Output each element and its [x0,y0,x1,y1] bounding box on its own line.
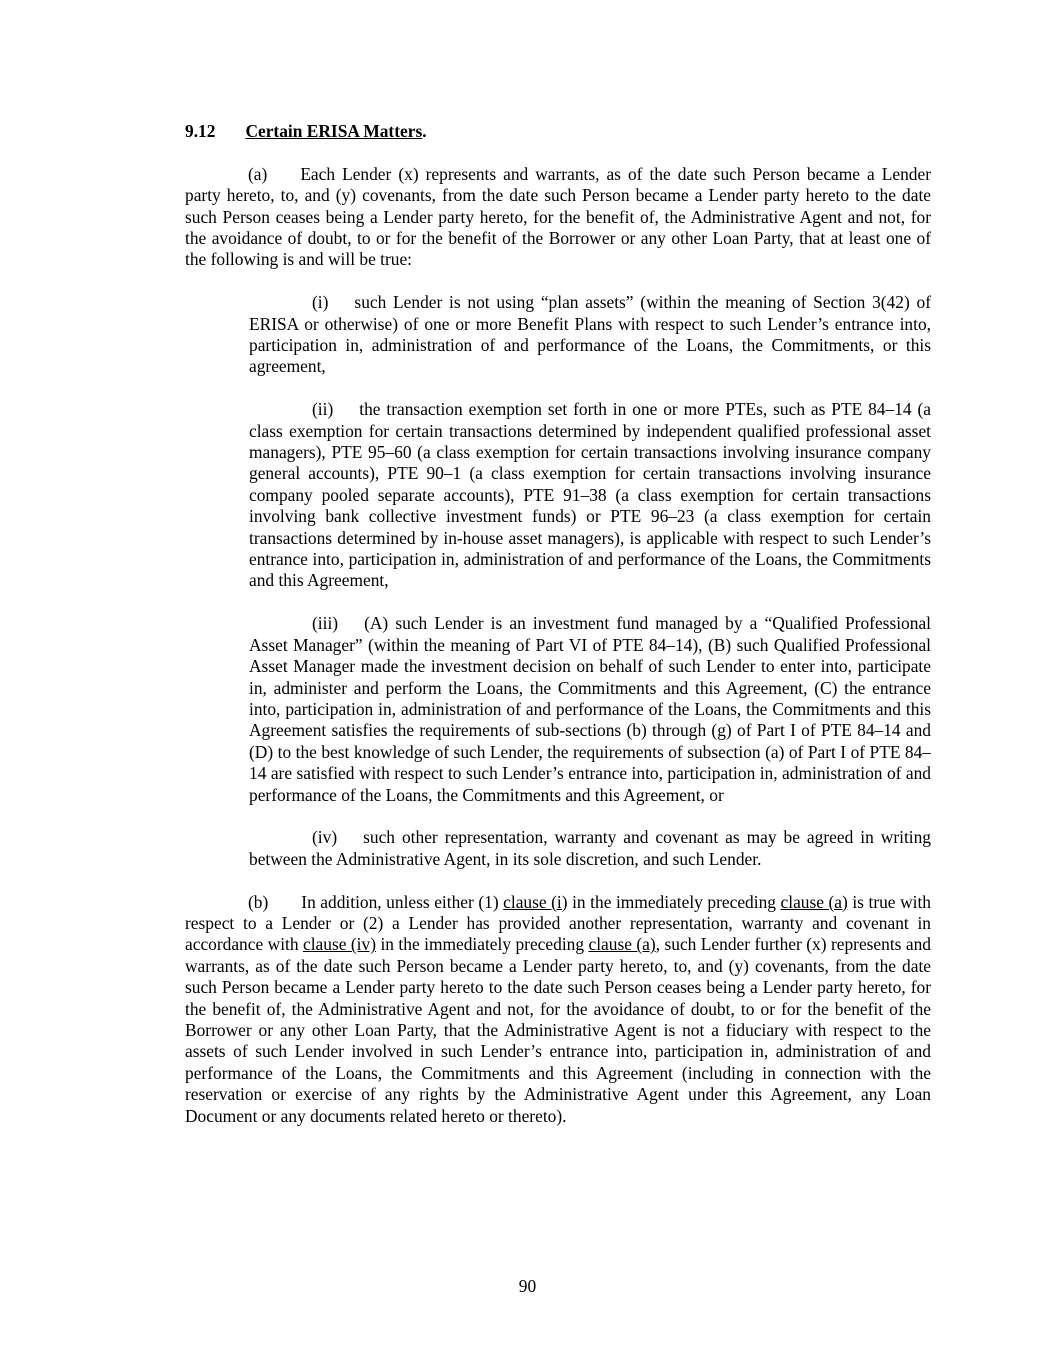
section-title-suffix: . [422,121,427,141]
paragraph-text: in the immediately preceding [376,934,589,955]
paragraph-text: , such Lender further (x) represents and warrants, as of the date such Person became a Lender party hereto, to, and (y) covenants, from the date such Person became a Lender party hereto to the date such Person ceases being a Lender party hereto, for the benefit of, the Administrative Agent and not, for the avoidance of doubt, to or for the benefit of the Borrower or any other Loan Party, that the Administrative Agent is not a fiduciary with respect to the assets of such Lender involved in such Lender’s entrance into, participation in, administration of and performance of the Loans, the Commitments and this Agreement (including in connection with the reservation or exercise of any rights by the Administrative Agent under this Agreement, any Loan Document or any documents related hereto or thereto). [185,934,931,1126]
paragraph-label: (b) [248,891,269,912]
paragraph-iv [249,827,931,870]
page-number: 90 [518,1276,537,1296]
paragraph-label: (iv) [312,827,338,848]
paragraph-label: (a) [248,163,268,184]
cross-reference: clause (iv) [303,934,377,955]
cross-reference: clause (i) [503,891,568,912]
page-footer [0,1276,1055,1297]
paragraph-label: (ii) [312,399,334,420]
paragraph-i [249,292,931,378]
paragraph-label: (iii) [312,613,339,634]
paragraph-text: such other representation, warranty and covenant as may be agreed in writing between the Administrative Agent, in its sole discretion, and such Lender. [249,827,931,869]
paragraph-text: such Lender is not using “plan assets” (within the meaning of Section 3(42) of ERISA or otherwise) of one or more Benefit Plans with respect to such Lender’s entrance into, participation in, administration of and performance of the Loans, the Commitments, or this agreement, [249,292,931,377]
paragraph-text: In addition, unless either (1) [301,891,504,912]
section-title: Certain ERISA Matters [245,121,423,141]
paragraph-iii [249,613,931,806]
paragraph-text: is true with respect to a Lender or (2) a Lender has provided another representation, warranty and covenant in accordance with [185,891,931,955]
paragraph-ii [249,399,931,592]
document-content [185,121,931,1148]
paragraph-text: the transaction exemption set forth in one or more PTEs, such as PTE 84–14 (a class exemption for certain transactions determined by independent qualified professional asset managers), PTE 95–60 (a class exemption for certain transactions involving insurance company general accounts), PTE 90–1 (a class exemption for certain transactions involving insurance company pooled separate accounts), PTE 91–38 (a class exemption for certain transactions involving bank collective investment funds) or PTE 96–23 (a class exemption for certain transactions determined by in-house asset managers), is applicable with respect to such Lender’s entrance into, participation in, administration of and performance of the Loans, the Commitments and this Agreement, [249,399,931,591]
section-number: 9.12 [185,121,216,141]
paragraph-text: Each Lender (x) represents and warrants, as of the date such Person became a Lender party hereto, to, and (y) covenants, from the date such Person became a Lender party hereto to the date such Person ceases being a Lender party hereto, for the benefit of, the Administrative Agent and not, for the avoidance of doubt, to or for the benefit of the Borrower or any other Loan Party, that at least one of the following is and will be true: [185,163,931,270]
paragraph-text: in the immediately preceding [567,891,781,912]
paragraph-a [185,164,931,271]
cross-reference: clause (a) [588,934,656,955]
paragraph-b [185,892,931,1127]
cross-reference: clause (a) [780,891,848,912]
section-heading [185,121,931,142]
document-body [185,164,931,1127]
paragraph-label: (i) [312,292,329,313]
paragraph-text: (A) such Lender is an investment fund managed by a “Qualified Professional Asset Manager” (within the meaning of Part VI of PTE 84–14), (B) such Qualified Professional Asset Manager made the investment decision on behalf of such Lender to enter into, participate in, administer and perform the Loans, the Commitments and this Agreement, (C) the entrance into, participation in, administration of and performance of the Loans, the Commitments and this Agreement satisfies the requirements of sub-sections (b) through (g) of Part I of PTE 84–14 and (D) to the best knowledge of such Lender, the requirements of subsection (a) of Part I of PTE 84–14 are satisfied with respect to such Lender’s entrance into, participation in, administration of and performance of the Loans, the Commitments and this Agreement, or [249,613,931,805]
